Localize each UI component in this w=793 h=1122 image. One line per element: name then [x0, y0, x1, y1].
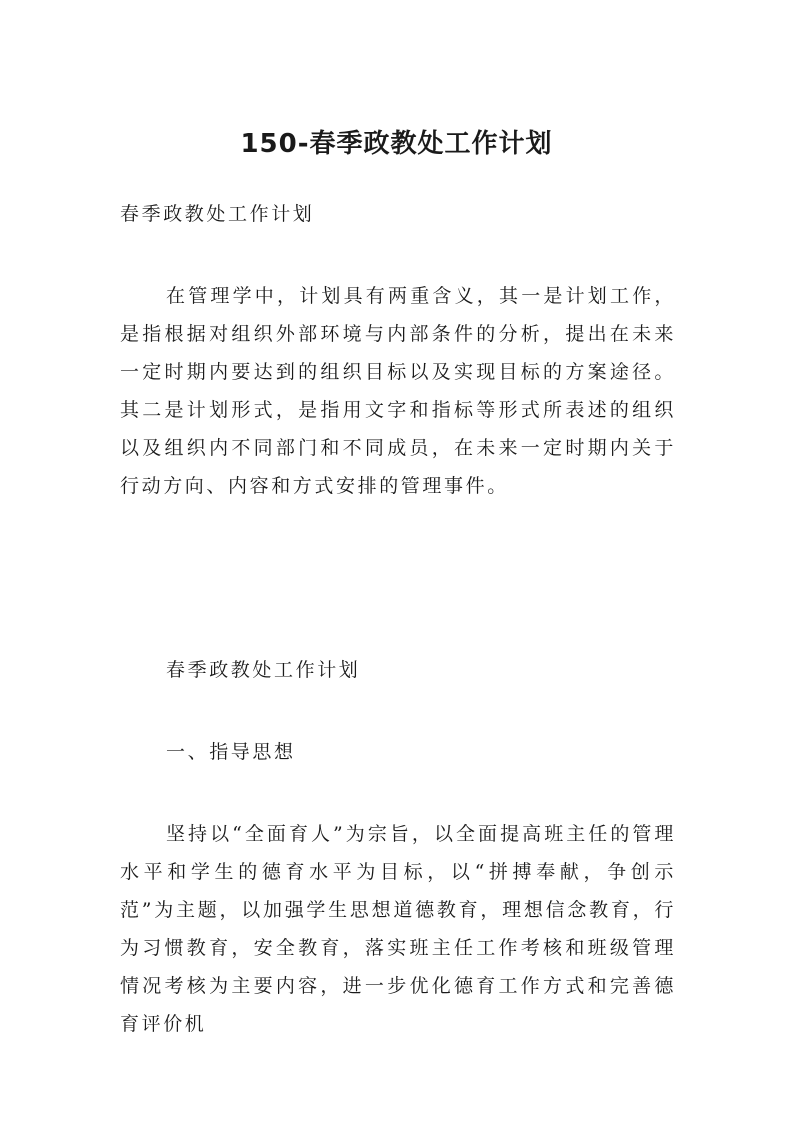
document-title: 150-春季政教处工作计划 — [240, 129, 553, 159]
section-heading-guiding-ideology: 一、指导思想 — [166, 741, 296, 763]
document-subtitle: 春季政教处工作计划 — [120, 203, 315, 225]
intro-paragraph: 在管理学中，计划具有两重含义，其一是计划工作，是指根据对组织外部环境与内部条件的分析，提出在未来一定时期内要达到的组织目标以及实现目标的方案途径。其二是计划形式，是指用文字和指标等形式所表述的组织以及组织内不同部门和不同成员，在未来一定时期内关于行动方向、内容和方式安排的管理事件。 — [120, 285, 676, 497]
plan-heading: 春季政教处工作计划 — [166, 659, 361, 681]
guiding-ideology-paragraph: 坚持以“全面育人”为宗旨，以全面提高班主任的管理水平和学生的德育水平为目标，以“拼搏奉献，争创示范”为主题，以加强学生思想道德教育，理想信念教育，行为习惯教育，安全教育，落实班主任工作考核和班级管理情况考核为主要内容，进一步优化德育工作方式和完善德育评价机 — [120, 823, 676, 1035]
